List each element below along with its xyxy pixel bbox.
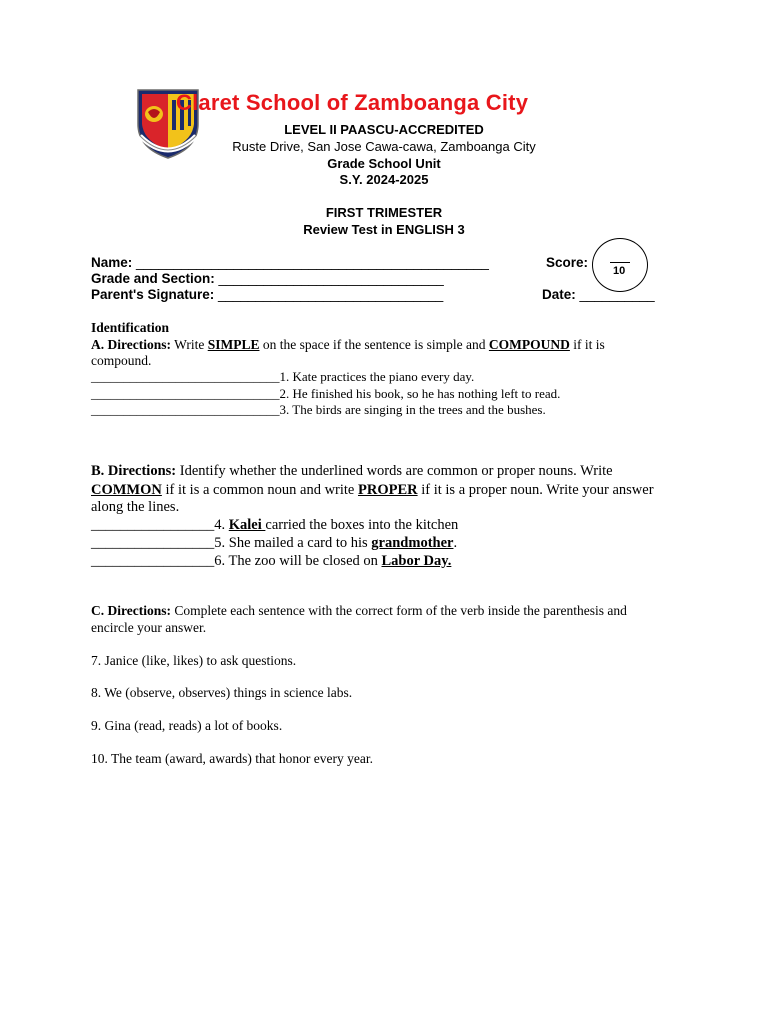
part-b-directions-line2: COMMON if it is a common noun and write PROPER if it is a proper noun. Write your answer <box>91 482 654 498</box>
answer-blank[interactable]: _____________________________ <box>91 402 280 417</box>
part-a-directions: A. Directions: Write SIMPLE on the space if the sentence is simple and COMPOUND if it is <box>91 337 605 352</box>
identification-heading: Identification <box>91 320 170 335</box>
school-unit: Grade School Unit <box>327 156 441 171</box>
accreditation: LEVEL II PAASCU-ACCREDITED <box>284 122 484 137</box>
part-a-item-2 <box>91 386 560 402</box>
part-b-directions: B. Directions: Identify whether the underlined words are common or proper nouns. Write <box>91 463 613 479</box>
grade-section-label: Grade and Section: <box>91 271 215 286</box>
part-a-directions-label: A. Directions: <box>91 337 171 352</box>
answer-blank[interactable]: _________________ <box>91 535 215 551</box>
exam-term: FIRST TRIMESTER <box>325 205 443 220</box>
item-text: 2. He finished his book, so he has nothing left to read. <box>279 386 561 401</box>
date-label: Date: <box>542 287 576 302</box>
underlined-noun: Labor Day. <box>381 553 452 569</box>
grade-section-row <box>91 271 444 286</box>
part-a-item-3 <box>91 402 546 418</box>
keyword-common: COMMON <box>91 482 162 498</box>
part-c-directions-label: C. Directions: <box>91 603 171 618</box>
score-label: Score: <box>546 255 589 270</box>
answer-blank[interactable]: _________________ <box>91 553 215 569</box>
part-b-directions-line3: along the lines. <box>91 499 180 515</box>
name-row <box>91 255 489 270</box>
item-text: 3. The birds are singing in the trees and the bushes. <box>279 402 546 417</box>
part-c-item-7: 7. Janice (like, likes) to ask questions. <box>91 653 297 668</box>
underlined-noun: grandmother <box>371 535 454 551</box>
grade-section-line[interactable]: ______________________________ <box>218 271 444 286</box>
part-a-item-1 <box>91 369 474 385</box>
parent-signature-label: Parent's Signature: <box>91 287 215 302</box>
part-c-directions-line2: encircle your answer. <box>91 620 207 635</box>
answer-blank[interactable]: _____________________________ <box>91 386 280 401</box>
exam-title: Review Test in ENGLISH 3 <box>303 222 465 237</box>
answer-blank[interactable]: _____________________________ <box>91 369 280 384</box>
item-text: 1. Kate practices the piano every day. <box>279 369 475 384</box>
part-b-item-6: _________________6. The zoo will be closed on Labor Day. <box>91 553 452 569</box>
score-total: 10 <box>613 265 626 277</box>
keyword-proper: PROPER <box>358 482 418 498</box>
name-label: Name: <box>91 255 133 270</box>
school-name: Claret School of Zamboanga City <box>176 90 529 115</box>
score-fraction-bar <box>610 262 630 263</box>
parent-signature-row <box>91 287 443 302</box>
date-row <box>542 287 655 302</box>
part-c-item-10: 10. The team (award, awards) that honor every year. <box>91 751 374 766</box>
school-address: Ruste Drive, San Jose Cawa-cawa, Zamboanga City <box>232 139 536 154</box>
part-b-directions-label: B. Directions: <box>91 463 177 479</box>
part-c-item-8: 8. We (observe, observes) things in science labs. <box>91 685 353 700</box>
answer-blank[interactable]: _________________ <box>91 517 215 533</box>
underlined-noun: Kalei <box>228 517 266 533</box>
parent-signature-line[interactable]: ______________________________ <box>218 287 444 302</box>
part-c-item-9: 9. Gina (read, reads) a lot of books. <box>91 718 283 733</box>
name-line[interactable]: _______________________________________________ <box>136 255 489 270</box>
date-line[interactable]: __________ <box>579 287 655 302</box>
keyword-compound: COMPOUND <box>488 337 570 352</box>
school-year: S.Y. 2024-2025 <box>339 172 429 187</box>
keyword-simple: SIMPLE <box>207 337 260 352</box>
part-c-directions: C. Directions: Complete each sentence with the correct form of the verb inside the parenthesis and <box>91 603 627 618</box>
part-b-item-4: _________________4. Kalei carried the boxes into the kitchen <box>91 517 459 533</box>
part-b-item-5: _________________5. She mailed a card to his grandmother. <box>91 535 458 551</box>
part-a-directions-cont: compound. <box>91 353 152 368</box>
